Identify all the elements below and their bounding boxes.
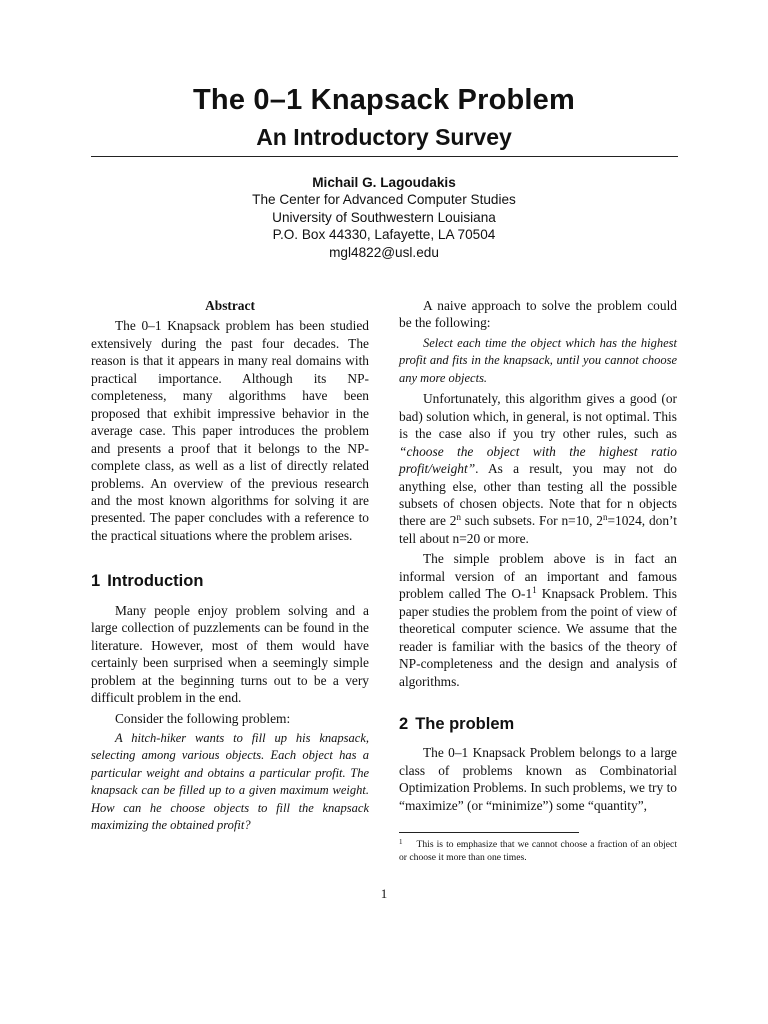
footnote (399, 836, 677, 864)
text-run: The simple problem above is in fact an informal version of an important and famous problem called The O-1 (399, 551, 677, 602)
intro-paragraph-2: Consider the following problem: (115, 710, 291, 726)
superscript-n: n (456, 512, 461, 523)
author-affiliation: The Center for Advanced Computer Studies (252, 192, 516, 208)
naive-approach-paragraph: A naive approach to solve the problem could be the following: (399, 298, 677, 331)
section-number: 2 (399, 714, 409, 733)
abstract-text: The 0–1 Knapsack problem has been studied extensively during the past four decades. The reason is that it appears in many real domains with practical importance. Although its NP-completeness, many algorithms have been proposed that exhibit impressive behavior in the average case. This paper introduces the problem and presents a proof that it belongs to the NP-complete class, as well as a list of directly related problems. An overview of the previous research and the most known algorithms for solving it are presented. The paper concludes with a reference to the practical situations where the problem arises. (91, 318, 369, 543)
left-column (91, 297, 369, 835)
footnote-text: This is to emphasize that we cannot choose a fraction of an object or choose it more than one times. (399, 839, 677, 863)
author-name: Michail G. Lagoudakis (312, 175, 456, 190)
text-run: such subsets. For n=10, 2 (460, 513, 603, 529)
author-address: P.O. Box 44330, Lafayette, LA 70504 (272, 227, 496, 243)
footnote-mark: 1 (399, 838, 403, 846)
title-rule (91, 156, 678, 157)
section-number: 1 (91, 572, 101, 591)
naive-algorithm-quote: Select each time the object which has the highest profit and fits in the knapsack, until you cannot choose any more objects. (399, 335, 677, 385)
footnote-rule (399, 832, 579, 833)
right-column (399, 297, 677, 814)
text-run: =1024, don’t tell about n=20 or more. (399, 513, 677, 546)
section-title: Introduction (107, 572, 204, 591)
text-run: . As a result, you may not do anything else, other than testing all the possible subsets of chosen objects. Note that for n objects there are 2 (399, 461, 677, 529)
text-run: Unfortunately, this algorithm gives a good (or bad) solution which, in general, is not optimal. This is the case also if you try other rules, such as (399, 391, 677, 442)
intro-paragraph-1: Many people enjoy problem solving and a large collection of puzzlements can be found in the literature. However, most of them would have certainly been surprised when a seemingly simple problem at the beginning turns out to be a very difficult problem in the end. (91, 602, 369, 706)
simple-problem-paragraph (399, 550, 677, 690)
section-title: The problem (415, 714, 515, 733)
superscript-n: n (602, 512, 608, 523)
text-run: Knapsack Problem. This paper studies the problem from the point of view of theoretical computer science. We assume that the reader is familiar with the basics of the theory of NP-completeness and the design and analysis of algorithms. (399, 586, 677, 689)
paper-subtitle: An Introductory Survey (256, 124, 512, 150)
paper-title: The 0–1 Knapsack Problem (193, 84, 575, 116)
section-heading-the-problem (399, 716, 677, 733)
problem-paragraph-1: The 0–1 Knapsack Problem belongs to a large class of problems known as Combinatorial Optimization Problems. In such problems, we try to “maximize” (or “minimize”) some “quantity”, (399, 745, 677, 813)
unfortunately-paragraph (399, 390, 677, 547)
footnote-reference: 1 (532, 585, 537, 596)
problem-statement-quote: A hitch-hiker wants to fill up his knapsack, selecting among various objects. Each object has a particular weight and obtains a particular profit. The knapsack can be filled up to a given maximum weight. How can he choose objects to fill the knapsack maximizing the obtained profit? (91, 730, 369, 833)
author-university: University of Southwestern Louisiana (272, 209, 496, 225)
section-heading-introduction (91, 573, 369, 590)
author-block (0, 174, 768, 261)
abstract-heading: Abstract (205, 298, 255, 313)
author-email: mgl4822@usl.edu (329, 244, 439, 260)
ratio-rule-quote: “choose the object with the highest ratio profit/weight” (399, 443, 677, 477)
page-number: 1 (380, 886, 388, 901)
